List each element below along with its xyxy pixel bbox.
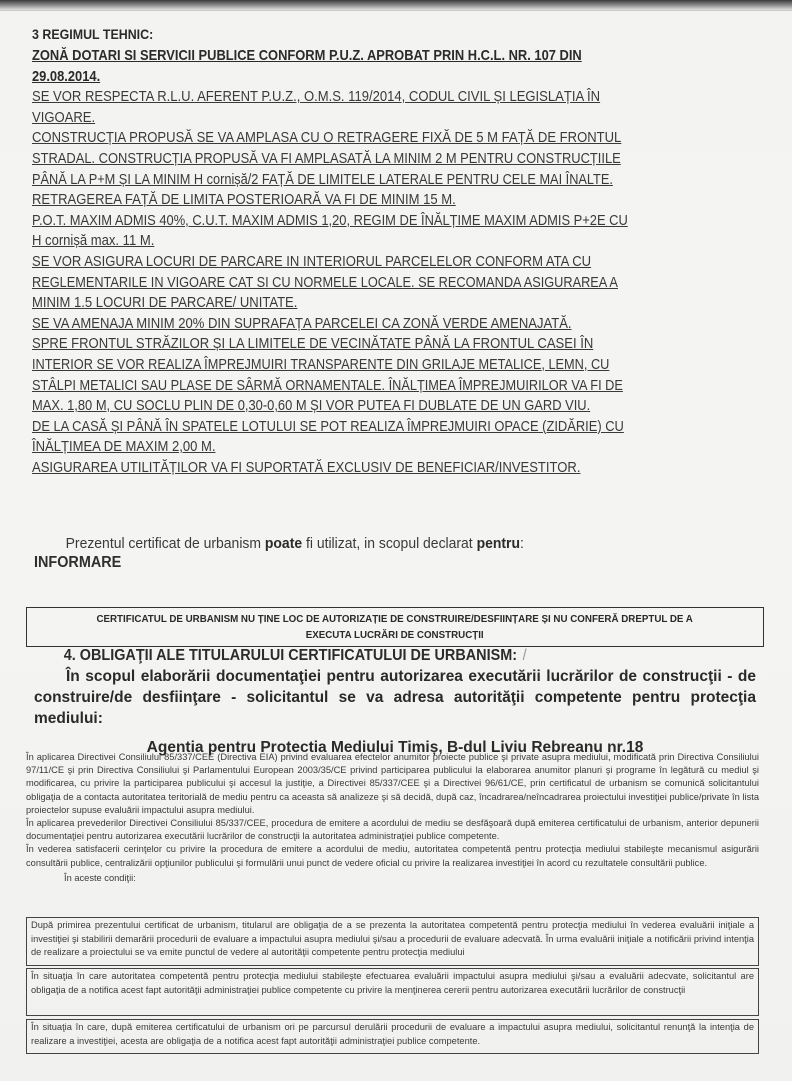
certificate-usage xyxy=(34,535,754,572)
regime-line: P.O.T. MAXIM ADMIS 40%, C.U.T. MAXIM ADMIS 1,20, REGIM DE ÎNĂLȚIME MAXIM ADMIS P+2E CU xyxy=(32,211,628,229)
regime-line: PÂNĂ LA P+M ȘI LA MINIM H cornișă/2 FAȚĂ DE LIMITELE LATERALE PENTRU CELE MAI ÎNALTE. xyxy=(32,170,613,188)
regime-line: ZONĂ DOTARI SI SERVICII PUBLICE CONFORM P.U.Z. APROBAT PRIN H.C.L. NR. 107 DIN xyxy=(32,47,582,64)
regime-line: SPRE FRONTUL STRĂZILOR ȘI LA LIMITELE DE VECINĂTATE PÂNĂ LA FRONTUL CASEI ÎN xyxy=(32,335,594,353)
regime-line: VIGOARE. xyxy=(32,108,96,126)
regime-line: SE VOR ASIGURA LOCURI DE PARCARE IN INTERIORUL PARCELELOR CONFORM ATA CU xyxy=(32,252,592,270)
regime-line: RETRAGEREA FAȚĂ DE LIMITA POSTERIOARĂ VA FI DE MINIM 15 M. xyxy=(32,191,456,209)
usage-sentence xyxy=(34,535,704,552)
regime-line: SE VOR RESPECTA R.L.U. AFERENT P.U.Z., O.M.S. 119/2014, CODUL CIVIL ȘI LEGISLAȚIA ÎN xyxy=(32,88,601,106)
disclaimer-line-2: EXECUTA LUCRĂRI DE CONSTRUCȚII xyxy=(306,629,484,641)
condition-box-3: În situaţia în care, după emiterea certificatului de urbanism ori pe parcursul derulării procedurii de evaluare a impactului asupra mediului, solicitantul renunţă la intenţia de realizare a investiţiei, acesta are obligaţia de a notifica acest fapt autorităţii administraţiei publice competente. xyxy=(26,1019,759,1054)
usage-bold-pentru: pentru xyxy=(476,535,520,552)
regime-line: 29.08.2014. xyxy=(32,67,101,85)
regime-line: MINIM 1.5 LOCURI DE PARCARE/ UNITATE. xyxy=(32,294,298,312)
pen-mark: / xyxy=(522,647,527,664)
eia-paragraph: În aplicarea prevederilor Directivei Consiliului 85/337/CEE, procedura de emitere a acordului de mediu se desfăşoară după emiterea certificatului de urbanism, anterior depunerii documentaţiei pentru autorizarea executării lucrărilor de construcţii la autoritatea administraţiei publice competente. xyxy=(26,818,759,842)
regime-line: STRADAL. CONSTRUCȚIA PROPUSĂ VA FI AMPLASATĂ LA MINIM 2 M PENTRU CONSTRUCȚIILE xyxy=(32,149,621,167)
regime-line: ÎNĂLȚIMEA DE MAXIM 2,00 M. xyxy=(32,438,216,456)
disclaimer-line-1: CERTIFICATUL DE URBANISM NU ȚINE LOC DE AUTORIZAȚIE DE CONSTRUIRE/DESFIINȚARE ȘI NU CONFERĂ DREPTUL DE A xyxy=(96,613,694,625)
regime-line: CONSTRUCȚIA PROPUSĂ SE VA AMPLASA CU O RETRAGERE FIXĂ DE 5 M FAȚĂ DE FRONTUL xyxy=(32,129,622,147)
document-page xyxy=(0,10,792,1081)
environment-agency-address: Agentia pentru Protectia Mediului Timiș, B-dul Liviu Rebreanu nr.18 xyxy=(146,739,644,756)
regime-line: DE LA CASĂ ȘI PÂNĂ ÎN SPATELE LOTULUI SE POT REALIZA ÎMPREJMUIRI OPACE (ZIDĂRIE) CU xyxy=(32,417,624,435)
section-technical-regime xyxy=(32,27,762,478)
section-4-title-text: 4. OBLIGAŢII ALE TITULARULUI CERTIFICATULUI DE URBANISM: xyxy=(63,647,518,664)
usage-purpose: INFORMARE xyxy=(34,554,122,571)
usage-text: Prezentul certificat de urbanism xyxy=(65,535,265,552)
regime-line: STÂLPI METALICI SAU PLASE DE SÂRMĂ ORNAMENTALE. ÎNĂLȚIMEA ÎMPREJMUIRILOR VA FI DE xyxy=(32,376,623,394)
section-4-title xyxy=(34,647,705,665)
condition-box-2: În situaţia în care autoritatea competentă pentru protecţia mediului stabileşte efectuarea evaluării impactului asupra mediului şi/sau a evaluării adecvate, solicitantul are obligaţia de a notifica acest fapt autorităţii administraţiei publice competente cu privire la menţinerea cererii pentru autorizarea executării lucrărilor de construcţii xyxy=(26,968,759,1016)
regime-line: REGLEMENTARILE IN VIGOARE CAT SI CU NORMELE LOCALE. SE RECOMANDA ASIGURAREA A xyxy=(32,273,618,291)
usage-text: : xyxy=(519,535,524,552)
disclaimer-box xyxy=(26,607,764,647)
eia-paragraph: În vederea satisfacerii cerinţelor cu privire la procedura de emitere a acordului de mediu, autoritatea competentă pentru protecţia mediului stabileşte mecanismul asigurării consultării publice, centralizării opţiunilor publicului şi formulării unui punct de vedere oficial cu privire la realizarea investiţiei în acord cu rezultatele consultării publice. xyxy=(26,844,759,868)
regime-line: SE VA AMENAJA MINIM 20% DIN SUPRAFAȚA PARCELEI CA ZONĂ VERDE AMENAJATĂ. xyxy=(32,314,572,332)
usage-bold-poate: poate xyxy=(264,535,303,552)
eia-paragraphs xyxy=(26,751,759,885)
photo-edge-shadow xyxy=(0,0,792,10)
usage-text: fi utilizat, in scopul declarat xyxy=(302,535,477,552)
section-3-title: 3 REGIMUL TEHNIC: xyxy=(32,27,154,42)
regime-line: ASIGURAREA UTILITĂȚILOR VA FI SUPORTATĂ EXCLUSIV DE BENEFICIAR/INVESTITOR. xyxy=(32,458,581,476)
section-4-intro: În scopul elaborării documentaţiei pentru autorizarea executării lucrărilor de construcţii - de construire/de desfiinţare - solicitantul se va adresa autorităţii competente pentru protecţia mediului: xyxy=(34,668,756,727)
regime-line: MAX. 1,80 M, CU SOCLU PLIN DE 0,30-0,60 M ȘI VOR PUTEA FI DUBLATE DE UN GARD VIU. xyxy=(32,397,591,415)
condition-box-1: După primirea prezentului certificat de urbanism, titularul are obligaţia de a se prezenta la autoritatea competentă pentru protecţia mediului în vederea evaluării iniţiale a investiţiei şi stabilirii demarării procedurii de evaluare a impactului asupra mediului şi/sau a procedurii de evaluare adecvată. În urma evaluării iniţiale a notificării privind intenţia de realizare a proiectului se va emite punctul de vedere al autorităţii competente pentru protecţia mediului xyxy=(26,917,759,966)
conditions-label: În aceste condiţii: xyxy=(64,872,136,883)
eia-paragraph: În aplicarea Directivei Consiliului 85/337/CEE (Directiva EIA) privind evaluarea efectelor anumitor proiecte publice şi private asupra mediului, modificată prin Directiva Consiliului 97/11/CE şi prin Directiva Consiliului şi Parlamentului European 2003/35/CE privind participarea publicului la elaborarea anumitor planuri şi programe în legătură cu mediul şi modificarea, cu privire la participarea publicului şi accesul la justiţie, a Directivei 85/337/CEE şi a Directivei 96/61/CE, prin certificatul de urbanism se comunică solicitantului obligaţia de a contacta autoritatea teritorială de mediu pentru ca aceasta să analizeze şi să decidă, după caz, încadrarea/neîncadrarea proiectului investiţiei publice/private în lista proiectelor supuse evaluării impactului asupra mediului. xyxy=(26,752,759,815)
regime-line: H cornișă max. 11 M. xyxy=(32,232,155,250)
section-obligations xyxy=(34,647,756,757)
regime-line: INTERIOR SE VOR REALIZA ÎMPREJMUIRI TRANSPARENTE DIN GRILAJE METALICE, LEMN, CU xyxy=(32,355,610,373)
